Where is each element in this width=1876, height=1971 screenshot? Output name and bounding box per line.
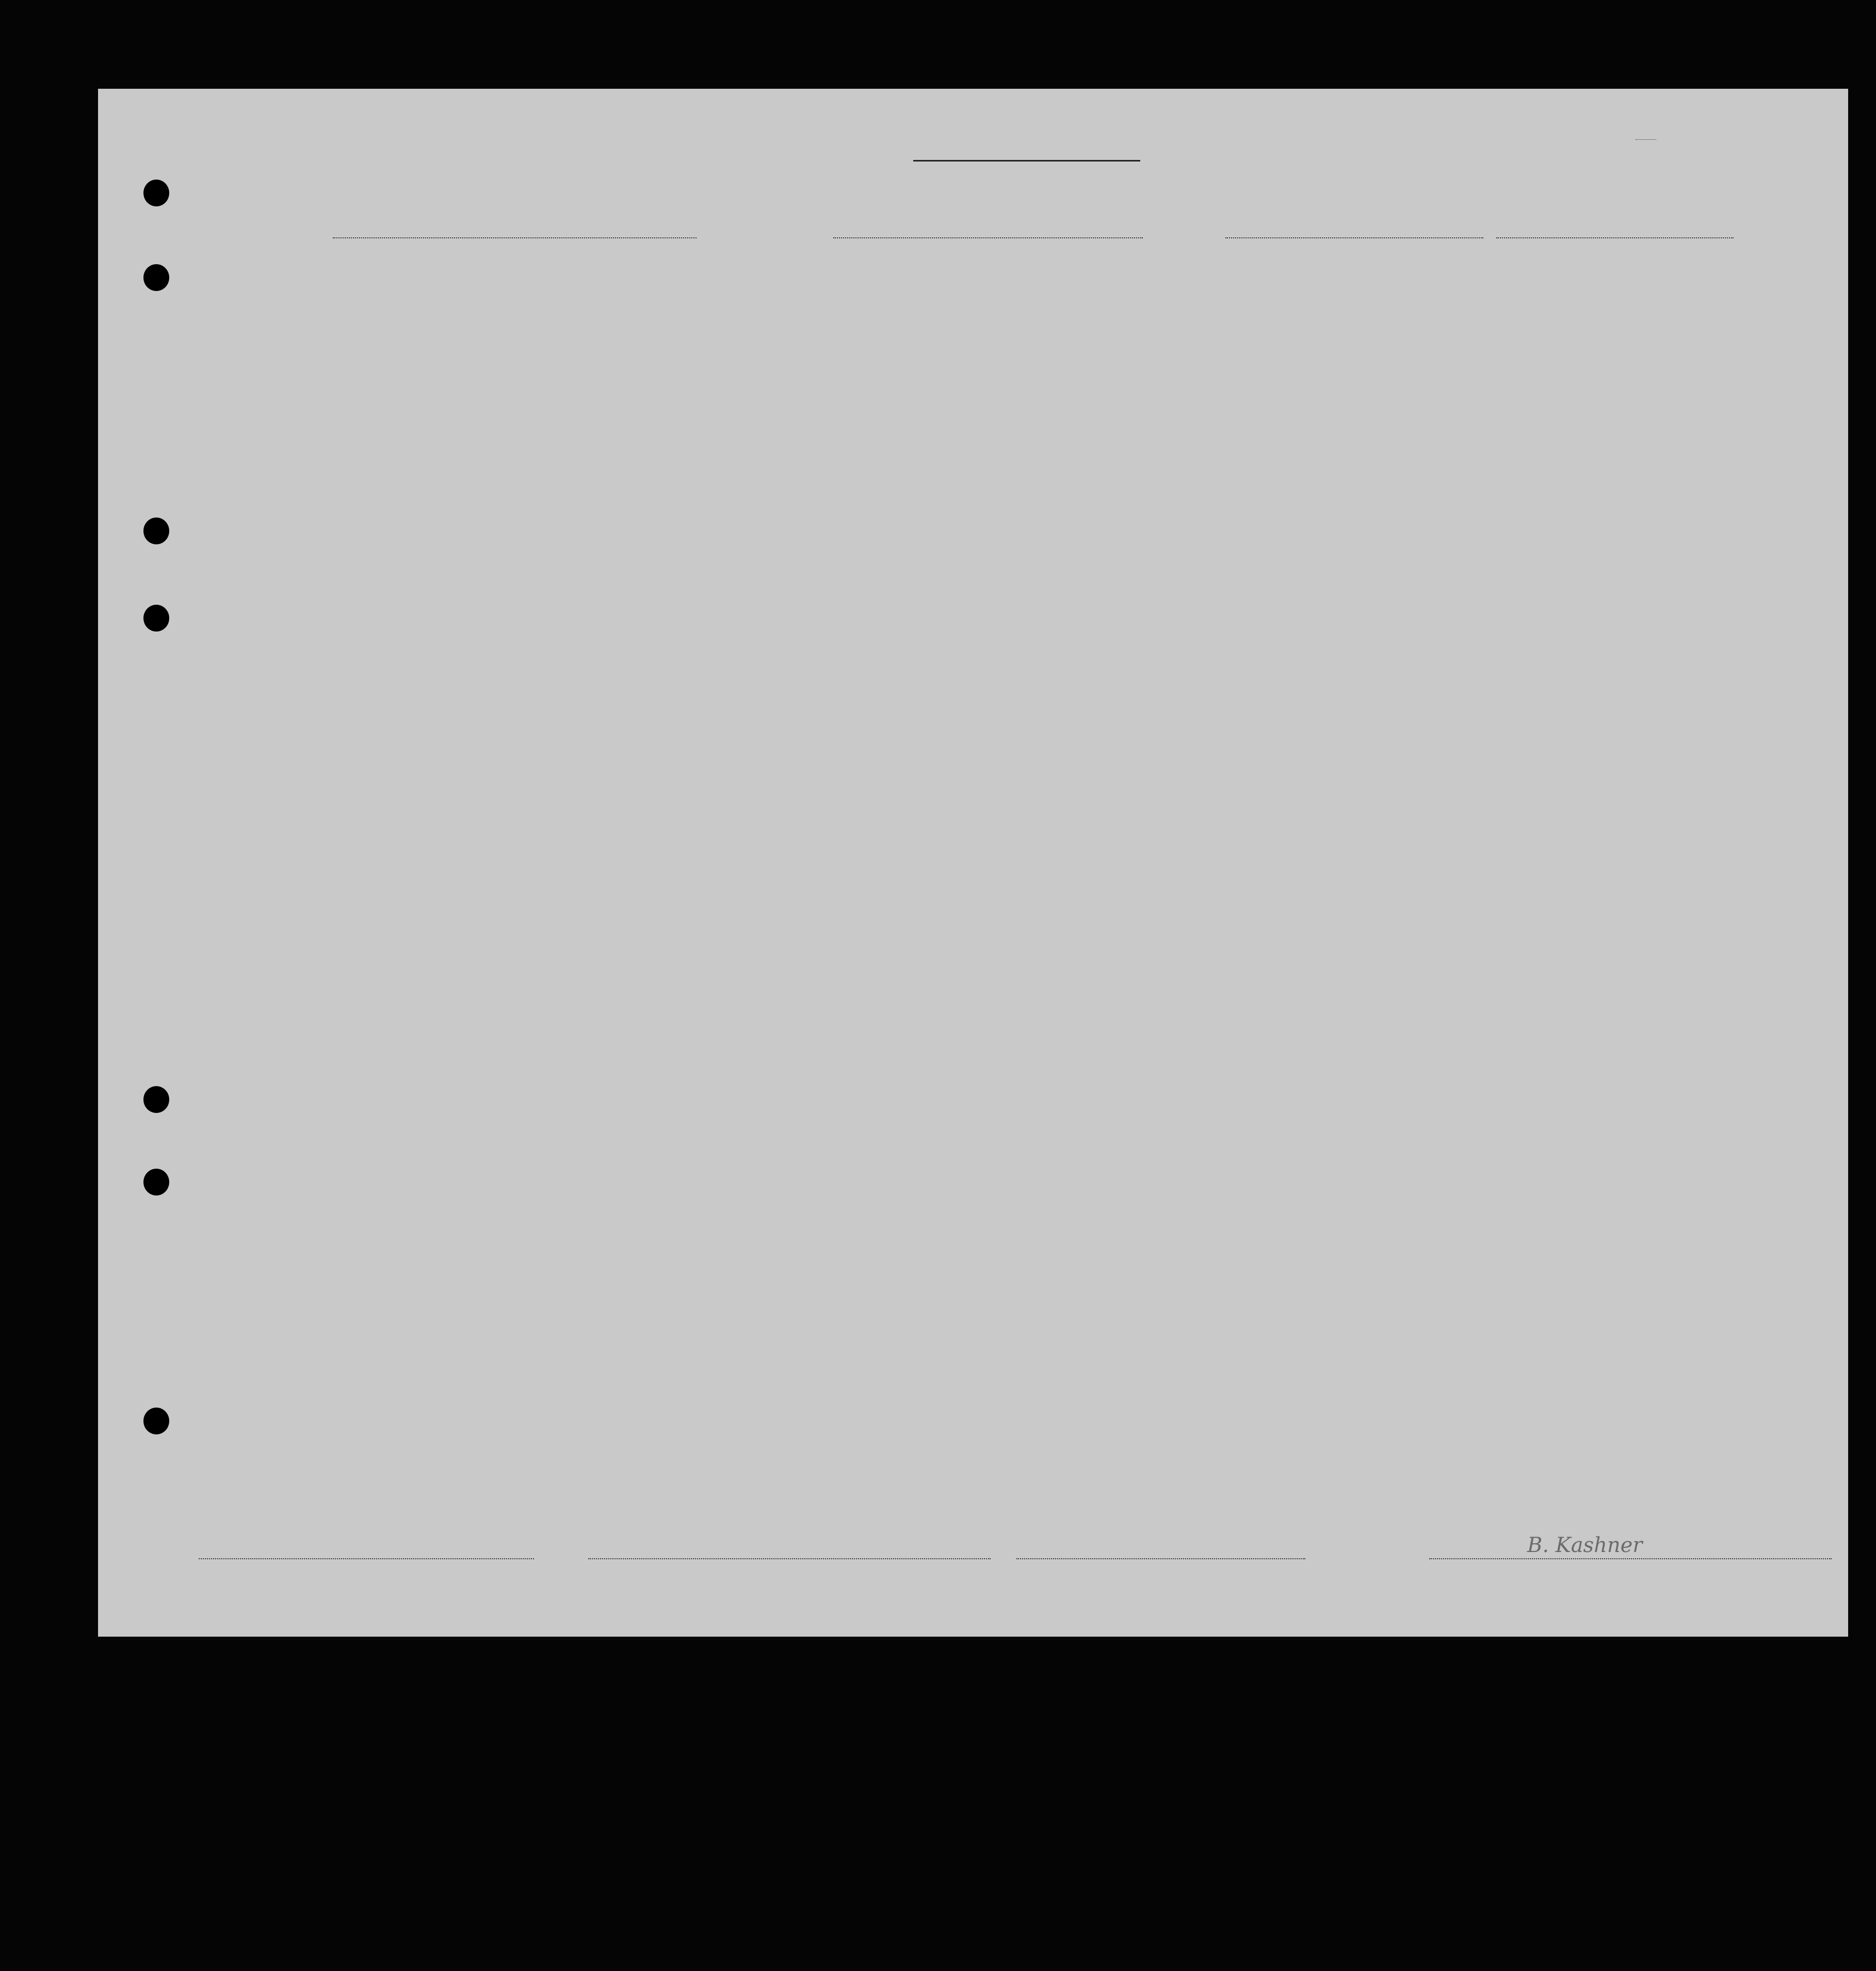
manifest-sheet — [98, 89, 1848, 1637]
punch-hole — [143, 1086, 169, 1113]
punch-hole — [143, 518, 169, 544]
punch-hole — [143, 605, 169, 632]
sheet-info — [1636, 129, 1656, 138]
punch-hole — [143, 264, 169, 291]
punch-hole — [143, 1169, 169, 1195]
title-underline — [913, 160, 1140, 161]
officer-signature: B. Kashner — [1527, 1533, 1643, 1557]
punch-hole — [143, 1408, 169, 1434]
sheet-number — [1636, 127, 1656, 140]
punch-hole — [143, 180, 169, 206]
